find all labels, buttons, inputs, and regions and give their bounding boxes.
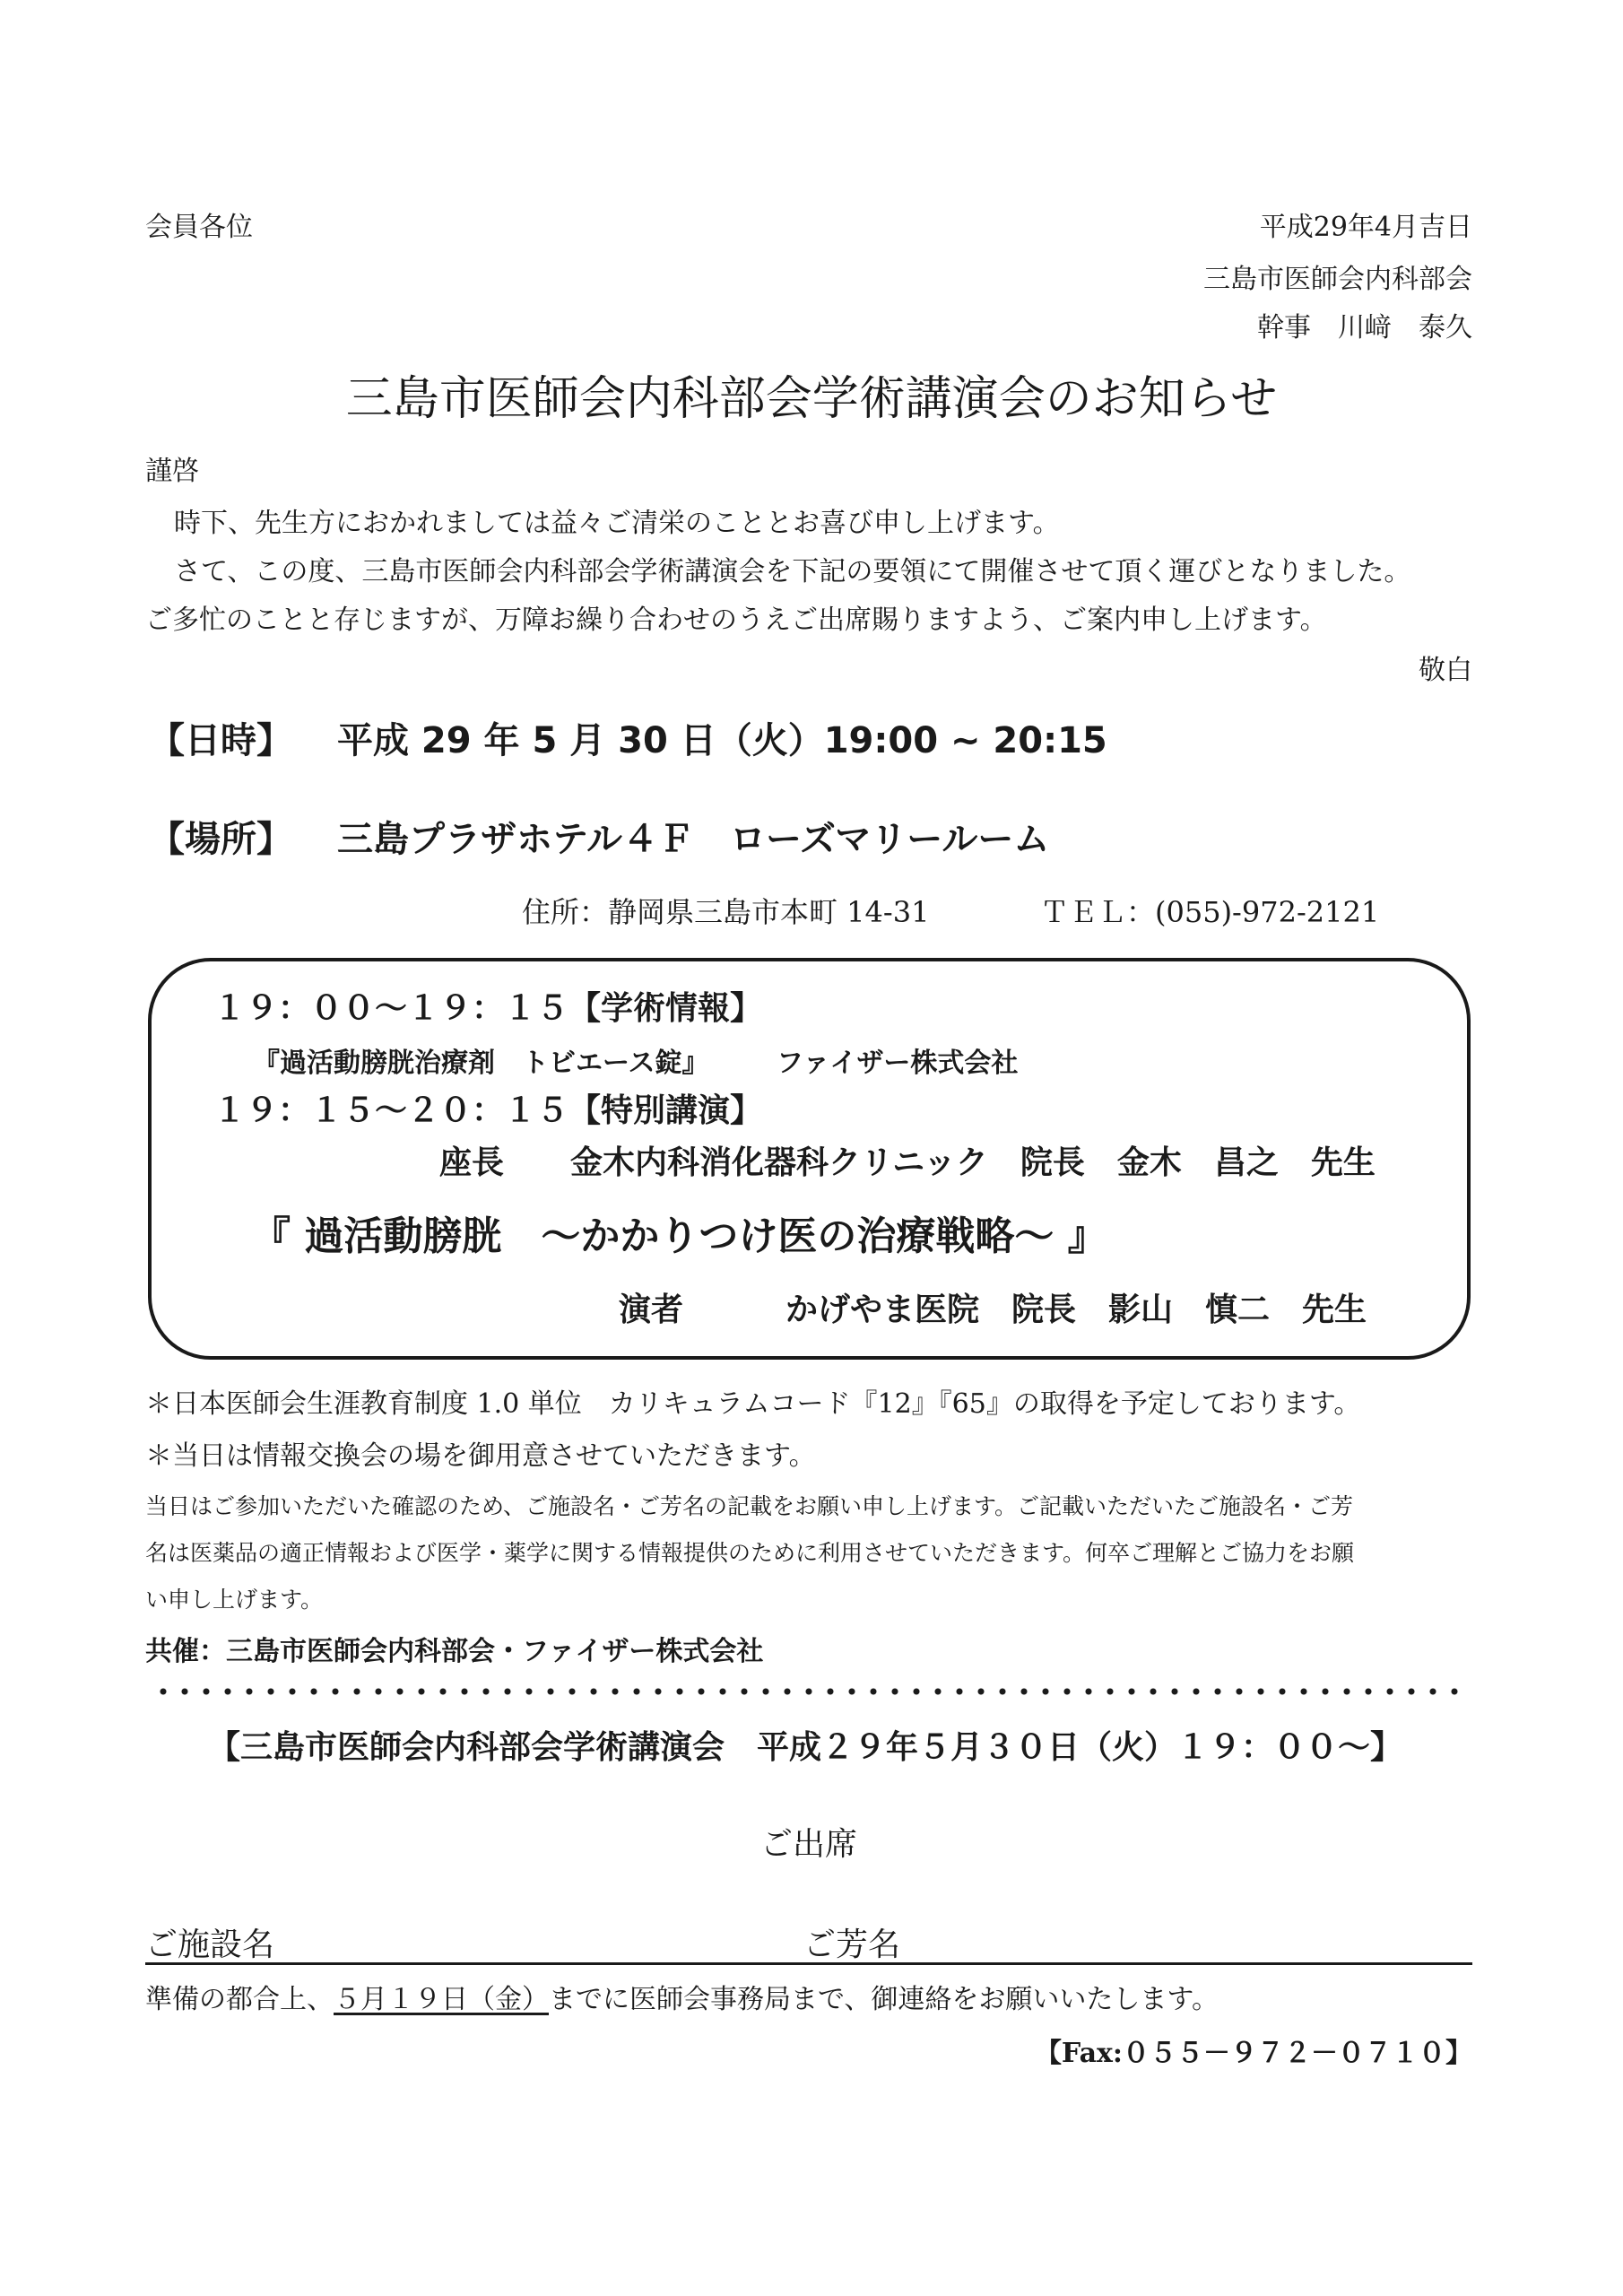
datetime-label: 【日時】 xyxy=(149,720,292,761)
place-value: 三島プラザホテル４Ｆ ローズマリールーム xyxy=(337,819,1050,860)
note-credit: ＊日本医師会生涯教育制度 1.0 単位 カリキュラムコード『12』『65』の取得を予定しております。 xyxy=(145,1388,1361,1420)
signature-line xyxy=(145,1962,1472,1965)
privacy-line-1: 当日はご参加いただいた確認のため、ご施設名・ご芳名の記載をお願い申し上げます。ご記載いただいたご施設名・ご芳 xyxy=(145,1493,1354,1519)
venue-address: 住所：静岡県三島市本町 14-31 xyxy=(522,895,930,929)
chair-label: 座長 xyxy=(439,1144,505,1181)
cosponsor: 共催：三島市医師会内科部会・ファイザー株式会社 xyxy=(145,1636,764,1667)
letter-line-2: さて、この度、三島市医師会内科部会学術講演会を下記の要領にて開催させて頂く運びとなりました。 xyxy=(174,556,1411,587)
page-title: 三島市医師会内科部会学術講演会のお知らせ xyxy=(345,372,1278,426)
privacy-line-3: い申し上げます。 xyxy=(145,1587,324,1613)
dotted-divider xyxy=(152,1686,1471,1697)
fax-number: 【Fax:０５５－９７２－０７１０】 xyxy=(1034,2038,1472,2069)
addressee: 会員各位 xyxy=(145,212,253,243)
deadline-before: 準備の都合上、 xyxy=(145,1984,334,2015)
datetime-value: 平成 29 年 5 月 30 日（火）19:00 ~ 20:15 xyxy=(337,720,1107,761)
secretary: 幹事 川﨑 泰久 xyxy=(1257,312,1472,344)
session-1-company: ファイザー株式会社 xyxy=(777,1048,1019,1079)
facility-label: ご施設名 xyxy=(145,1926,275,1963)
issue-date: 平成29年4月吉日 xyxy=(1259,212,1472,243)
lecture-title: 『 過活動膀胱 ～かかりつけ医の治療戦略～ 』 xyxy=(251,1213,1107,1259)
letter-closing: 敬白 xyxy=(1419,655,1472,686)
attendance-label: ご出席 xyxy=(760,1826,858,1863)
session-2-time: １９：１５～２０：１５【特別講演】 xyxy=(213,1092,763,1129)
deadline-after: までに医師会事務局まで、御連絡をお願いいたします。 xyxy=(549,1984,1219,2015)
organization: 三島市医師会内科部会 xyxy=(1203,264,1472,295)
letter-line-3: ご多忙のことと存じますが、万障お繰り合わせのうえご出席賜りますよう、ご案内申し上げます。 xyxy=(145,604,1327,636)
venue-tel: ＴＥＬ：(055)-972-2121 xyxy=(1040,895,1380,929)
chair-name: 金木内科消化器科クリニック 院長 金木 昌之 先生 xyxy=(570,1144,1376,1181)
letter-line-1: 時下、先生方におかれましては益々ご清栄のこととお喜び申し上げます。 xyxy=(174,508,1060,539)
session-1-detail: 『過活動膀胱治療剤 トビエース錠』 xyxy=(253,1048,709,1079)
deadline-date: ５月１９日（金） xyxy=(334,1984,549,2015)
deadline-text xyxy=(145,1977,1219,2016)
letter-opening: 謹啓 xyxy=(145,456,199,487)
speaker-label: 演者 xyxy=(619,1292,684,1328)
note-reception: ＊当日は情報交換会の場を御用意させていただきます。 xyxy=(145,1440,816,1472)
place-label: 【場所】 xyxy=(149,819,292,860)
reply-header: 【三島市医師会内科部会学術講演会 平成２９年５月３０日（火）１９：００～】 xyxy=(208,1729,1403,1766)
name-label: ご芳名 xyxy=(803,1926,901,1963)
privacy-line-2: 名は医薬品の適正情報および医学・薬学に関する情報提供のために利用させていただきます。何卒ご理解とご協力をお願 xyxy=(145,1540,1355,1566)
session-1-time: １９：００～１９：１５【学術情報】 xyxy=(213,990,763,1027)
speaker-name: かげやま医院 院長 影山 慎二 先生 xyxy=(785,1292,1367,1328)
